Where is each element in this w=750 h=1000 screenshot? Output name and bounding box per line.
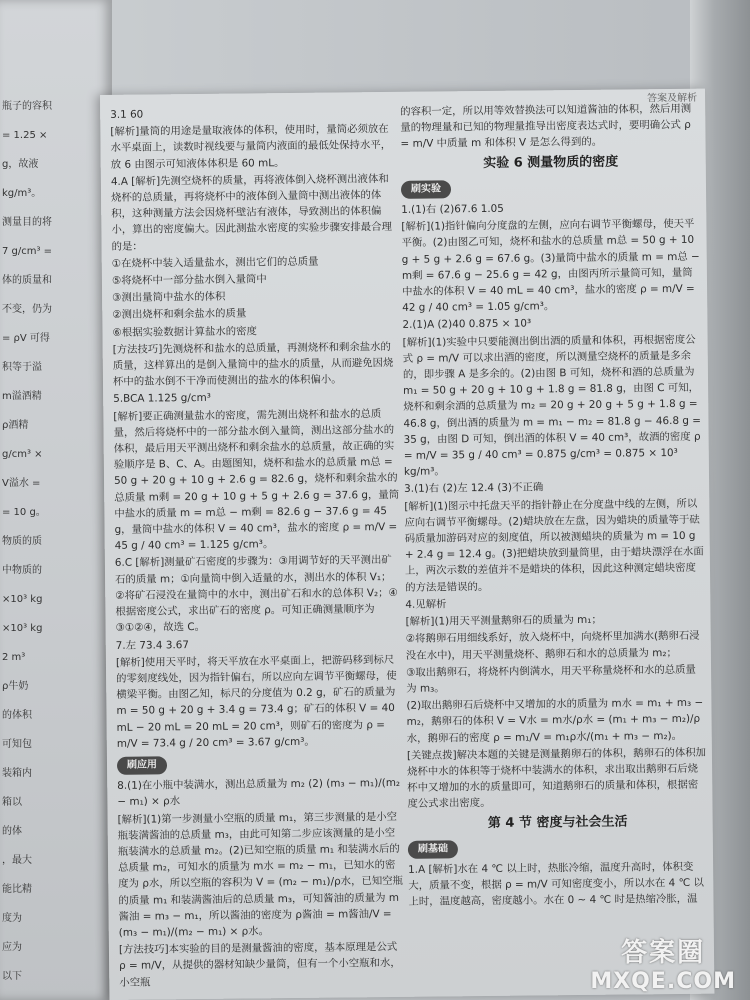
left-page-text: 瓶子的容积 xyxy=(2,101,52,112)
answer-paragraph: [解析](1)第一步测量小空瓶的质量 m₁，第三步测量的是小空瓶装满酱油的总质量 m₃，由此可知第二步应该测量的是小空瓶装满水的总质量 m₂。(2)已知空瓶的质量 m₁ 和装满水后的总质量 m₂，可知水的质量为 m水 = m₂ − m₁，已知水的密度为 ρ水，所以空瓶的容积为 V = (m₂ − m₁)/ρ水，已知空瓶的质量 m₁ 和装满酱油后的总质量 m₃，可知酱油的质量为 m酱油 = m₃ − m₁，所以酱油的密度为 ρ酱油 = m酱油/V = (m₃ − m₁)/(m₂ − m₁) × ρ水。 xyxy=(117,810,404,939)
page-header: 答案及解析 xyxy=(647,92,698,105)
answer-paragraph: 4.见解析 xyxy=(405,598,447,611)
watermark-text-bottom: MXQE.COM xyxy=(590,969,736,994)
answer-paragraph: ②测出烧杯和剩余盐水的质量 xyxy=(112,307,247,322)
answer-paragraph: 5.BCA 1.125 g/cm³ xyxy=(113,392,211,406)
answer-paragraph: 的容积一定，所以用等效替换法可以知道酱油的体积，然后用测量的物理量和已知的物理量推导出密度表达式时，要明确公式 ρ = m/V 中质量 m 和体积 V 是怎么得到的。 xyxy=(400,102,692,151)
answer-paragraph: 7.左 73.4 3.67 xyxy=(115,638,190,652)
right-column xyxy=(400,101,708,912)
left-page-text: 箱以 xyxy=(2,797,22,808)
answer-paragraph: 1.A [解析]水在 4 ℃ 以上时，热胀冷缩，温度升高时，体积变大，质量不变，根据 ρ = m/V 可知密度变小，所以水在 4 ℃ 以上时，温度越高，密度越小。水在 0 ~ 4 ℃ 时是热缩冷胀，温 xyxy=(408,860,704,909)
answer-paragraph: ③取出鹅卵石，将烧杯内倒满水，用天平称量烧杯和水的总质量为 m₃。 xyxy=(406,663,696,695)
left-page-text: 2 m³ xyxy=(2,652,26,663)
left-page-text: 应为 xyxy=(2,942,22,953)
left-page-text: 测量目的将 xyxy=(2,217,52,228)
answer-paragraph: [解析](1)用天平测量鹅卵石的质量为 m₁； xyxy=(405,613,602,628)
left-page-text: 体的质量和 xyxy=(2,275,52,286)
left-page-text: kg/m³。 xyxy=(2,188,42,199)
answer-paragraph: 3.1 60 xyxy=(110,108,144,121)
answer-paragraph: ⑥根据实验数据计算盐水的密度 xyxy=(112,325,257,339)
left-page-text: 中物质的 xyxy=(2,565,42,576)
answer-paragraph: ②将鹅卵石用细线系好，放入烧杯中，向烧杯里加满水(鹅卵石浸没在水中)，用天平测量烧杯、鹅卵石和水的总质量为 m₂； xyxy=(405,630,700,662)
left-page-text: 能比精 xyxy=(2,884,32,895)
answer-paragraph: 1.(1)右 (2)67.6 1.05 xyxy=(401,202,504,216)
left-page-text: 度为 xyxy=(2,913,22,924)
answer-paragraph: [解析](1)图示中托盘天平的指针静止在分度盘中线的左侧，所以应向右调节平衡螺母。(2)蜡块放在左盘，因为蜡块的质量等于砝码质量加游码对应的刻度值，所以被测蜡块的质量为 m = 10 g + 2.4 g = 12.4 g。(3)把蜡块放到量筒里，由于蜡块漂浮在水面上，两次示数的差值并不是蜡块的体积，因此这种测定蜡块密度的方法是错误的。 xyxy=(404,497,704,594)
left-page-text: ×10³ kg xyxy=(2,594,43,605)
left-page-text: ×10³ kg xyxy=(2,623,43,634)
left-page-text: 的体积 xyxy=(2,710,32,721)
answer-paragraph: 6.C [解析]测量矿石密度的步骤为：③用调节好的天平测出矿石的质量 m；①向量筒中倒入适量的水，测出水的体积 V₁；②将矿石浸没在量筒中的水中，测出矿石和水的总体积 V₂；④根据密度公式，求出矿石的密度 ρ。可知正确测量顺序为③①②④，故选 C。 xyxy=(114,554,398,635)
answer-paragraph: [方法技巧]本实验的目的是测量酱油的密度，基本原理是公式 ρ = m/V，从提供的器材知缺少量筒，但有一个小空瓶和水，小空瓶 xyxy=(118,941,401,989)
left-page-text: = ρV 可得 xyxy=(2,333,50,344)
answer-page xyxy=(100,89,714,1000)
section-badge: 刷实验 xyxy=(401,180,451,199)
left-page-text: ρ酒精 xyxy=(2,420,29,431)
left-page-text: 积等于溢 xyxy=(2,362,42,373)
answer-paragraph: (2)取出鹅卵石后烧杯中又增加的水的质量为 m水 = m₁ + m₃ − m₂，鹅卵石的体积 V = V水 = m水/ρ水 = (m₁ + m₃ − m₂)/ρ水，鹅卵石的密度 ρ = m₁/V = m₁ρ水/(m₁ + m₃ − m₂)。 xyxy=(406,696,704,745)
left-page-text: 的体 xyxy=(2,826,22,837)
answer-paragraph: ⑤将烧杯中一部分盐水倒入量筒中 xyxy=(111,273,267,287)
left-page-text: m溢酒精 xyxy=(2,391,42,402)
section-badge: 刷应用 xyxy=(117,756,167,775)
left-page-text: = 10 g。 xyxy=(2,507,46,518)
answer-paragraph: [解析](1)指针偏向分度盘的左侧，应向右调节平衡螺母，使天平平衡。(2)由图乙可知，烧杯和盐水的总质量 m总 = 50 g + 10 g + 5 g + 2.6 g = 67.6 g。(3)量筒中盐水的质量 m = m总 − m剩 = 67.6 g − 25.6 g = 42 g，由图丙所示量筒可知，量筒中盐水的体积 V = 40 mL = 40 cm³，盐水的密度 ρ = m/V = 42 g / 40 cm³ = 1.05 g/cm³。 xyxy=(401,218,700,315)
answer-paragraph: [解析]使用天平时，将天平放在水平桌面上，把游码移到标尺的零刻度线处，因为指针偏右，所以应向左调节平衡螺母，使横梁平衡。由图乙知，标尺的分度值为 0.2 g，矿石的质量为 m = 50 g + 20 g + 3.4 g = 73.4 g；矿石的体积 V = 40 mL − 20 mL = 20 mL = 20 cm³，则矿石的密度为 ρ = m/V = 73.4 g / 20 cm³ = 3.67 g/cm³。 xyxy=(115,653,397,750)
left-page-text: 物质的质 xyxy=(2,536,42,547)
left-page-text: 可知包 xyxy=(2,739,32,750)
section-title: 实验 6 测量物质的密度 xyxy=(483,154,619,171)
left-page-text: ，最大 xyxy=(2,855,32,866)
answer-paragraph: ③测出量筒中盐水的体积 xyxy=(112,290,226,305)
answer-paragraph: [解析]要正确测量盐水的密度，需先测出烧杯和盐水的总质量，然后将烧杯中的一部分盐水倒入量筒，测出这部分盐水的体积，最后用天平测出烧杯和剩余盐水的总质量，故正确的实验顺序是 B、C、A。由题图知，烧杯和盐水的总质量 m总 = 50 g + 20 g + 10 g + 2.6 g = 82.6 g，烧杯和剩余盐水的总质量 m剩 = 20 g + 10 g + 5 g + 2.6 g = 37.6 g，量筒中盐水的质量 m = m总 − m剩 = 82.6 g − 37.6 g = 45 g，量筒中盐水的体积 V = 40 cm³，盐水的密度 ρ = m/V = 45 g / 40 cm³ = 1.125 g/cm³。 xyxy=(113,407,400,553)
answer-paragraph: 8.(1)在小瓶中装满水，测出总质量为 m₂ (2) (m₃ − m₁)/(m₂ − m₁) × ρ水 xyxy=(117,777,401,809)
left-page-text: 不变，仍为 xyxy=(2,304,52,315)
answer-paragraph: [方法技巧]先测烧杯和盐水的总质量，再测烧杯和剩余盐水的质量，这样算出的是倒入量筒中的盐水的质量，从而避免因烧杯中的盐水倒不干净而使测出的盐水的体积偏小。 xyxy=(112,340,394,389)
answer-paragraph: 3.(1)右 (2)左 12.4 (3)不正确 xyxy=(404,481,544,496)
answer-paragraph: 4.A [解析]先测空烧杯的质量，再将液体倒入烧杯测出液体和烧杯的总质量，再将烧杯中的液体倒入量筒中测出液体的体积，这种测量方法会因烧杯壁沾有液体，导致测出的体积偏小，算出的密度偏大。因此测盐水密度的实验步骤安排最合理的是： xyxy=(110,172,393,253)
answer-paragraph: ①在烧杯中装入适量盐水，测出它们的总质量 xyxy=(111,255,319,270)
left-page xyxy=(0,0,112,1000)
left-page-text: g/cm³ × xyxy=(2,449,43,460)
left-column xyxy=(110,104,404,992)
answer-paragraph: [解析]量筒的用途是量取液体的体积，使用时，量筒必须放在水平桌面上，读数时视线要与量筒内液面的最低处保持水平，放 6 由图示可知液体体积是 60 mL。 xyxy=(110,123,392,171)
answer-paragraph: [解析](1)实验中只要能测出倒出酒的质量和体积，再根据密度公式 ρ = m/V 可以求出酒的密度，所以测量空烧杯的质量是多余的，即步骤 A 是多余的。(2)由图 B 可知，烧杯和酒的总质量为 m₁ = 50 g + 20 g + 10 g + 1.8 g = 81.8 g，由图 C 可知，烧杯和剩余酒的总质量为 m₂ = 20 g + 20 g + 5 g + 1.8 g = 46.8 g，倒出酒的质量为 m = m₁ − m₂ = 81.8 g − 46.8 g = 35 g，由图 D 可知，倒出酒的体积 V = 40 cm³，故酒的密度 ρ = m/V = 35 g / 40 cm³ = 0.875 g/cm³ = 0.875 × 10³ kg/m³。 xyxy=(402,333,701,479)
left-page-text: ρ牛奶 xyxy=(2,681,29,692)
answer-paragraph: [关键点拨]解决本题的关键是测量鹅卵石的体积，鹅卵石的体积加烧杯中水的体积等于烧杯中装满水的体积，求出取出鹅卵石后烧杯中又增加的水的质量即可，知道鹅卵石的质量和体积，根据密度公式求出密度。 xyxy=(406,746,707,811)
watermark-text-top: 答案圈 xyxy=(621,938,706,968)
section-title: 第 4 节 密度与社会生活 xyxy=(487,814,628,831)
answer-paragraph: 2.(1)A (2)40 0.875 × 10³ xyxy=(402,317,532,332)
watermark-logo xyxy=(590,932,736,994)
section-badge: 刷基础 xyxy=(408,840,458,859)
left-page-text: 以下 xyxy=(2,971,22,982)
left-page-text: 7 g/cm³ = xyxy=(2,246,53,257)
left-page-text: 装箱内 xyxy=(2,768,32,779)
left-page-text: V溢水 = xyxy=(2,478,41,489)
left-page-text: = 1.25 × xyxy=(2,130,48,141)
left-page-text: g，故液 xyxy=(2,159,39,170)
